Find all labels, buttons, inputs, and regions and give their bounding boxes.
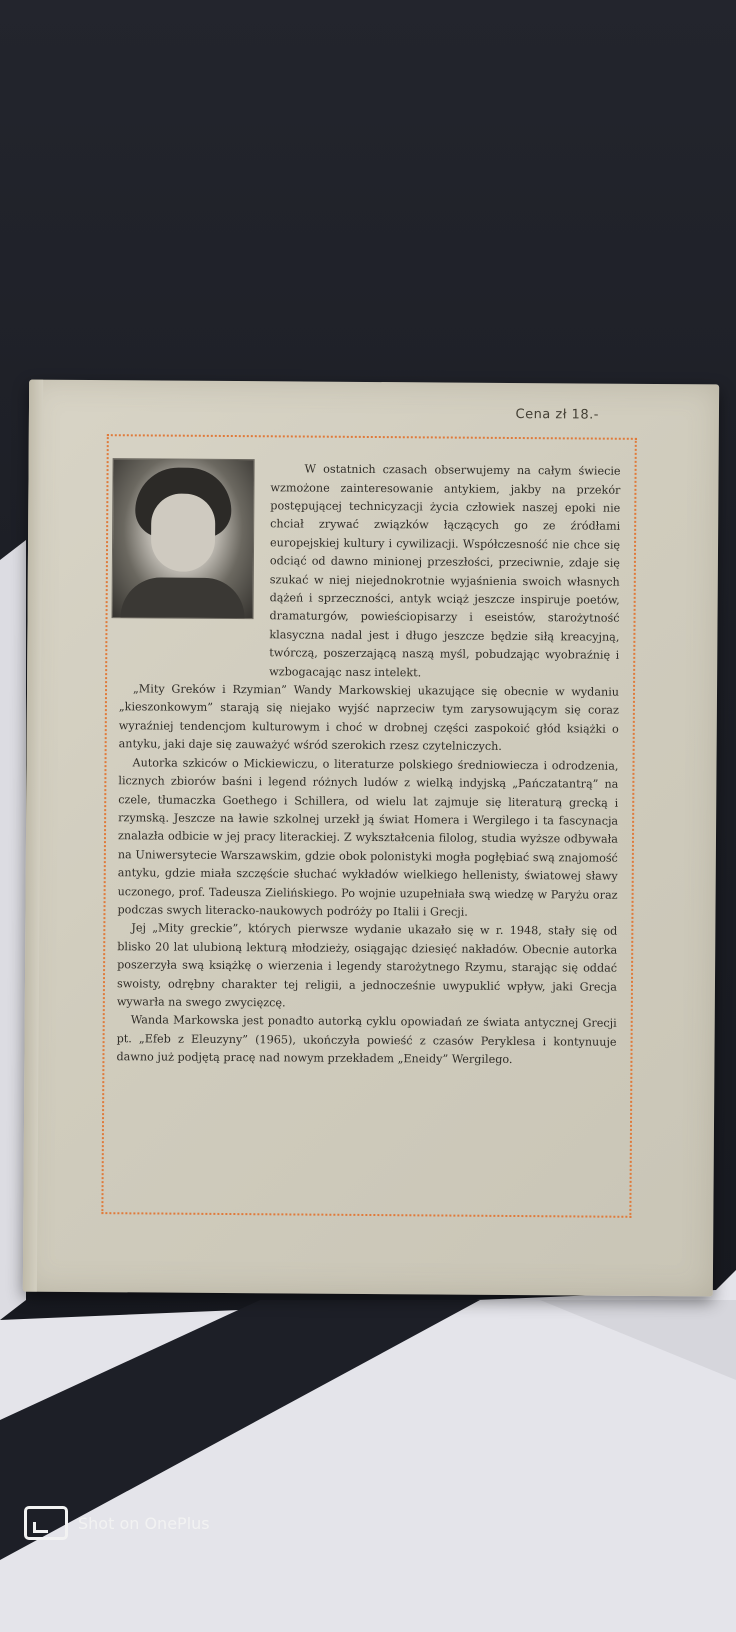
price-label: Cena zł 18.-: [515, 406, 600, 423]
camera-watermark: [24, 1506, 210, 1540]
blurb-text: [116, 448, 620, 1070]
oneplus-logo-icon: [24, 1506, 68, 1540]
blurb-paragraph-2: „Mity Greków i Rzymian” Wandy Markowskiej ukazujące się obecnie w wydaniu „kieszonkowym” starają się niejako wyjść naprzeciw tym zarysowującym się coraz wyraźniej tendencjom kulturowym i choć w drobnej części zaspokoić głód książki o antyku, jaki daje się zauważyć wśród szerokich rzesz czytelniczych.: [118, 682, 620, 754]
blurb-paragraph-3: Autorka szkiców o Mickiewiczu, o literaturze polskiego średniowiecza i odrodzenia, licznych zbiorów baśni i legend różnych ludów z wielką indyjską „Pańczatantrą” na czele, tłumaczka Goethego i Schillera, od wielu lat zajmuje się literaturą grecką i rzymską. Jeszcze na ławie szkolnej urzekł ją świat Homera i Wergilego i ta fascynacja znalazła odbicie w jej pracy literackiej. Z wykształcenia filolog, studia wyższe odbywała na Uniwersytecie Warszawskim, gdzie obok polonistyki mogła pogłębiać swą znajomość antyku, gdzie miała szczęście słuchać wykładów wielkiego hellenisty, światowej sławy uczonego, prof. Tadeusza Zielińskiego. Po wojnie uzupełniała swą wiedzę w Paryżu oraz podczas swych literacko-naukowych podróży po Italii i Grecji.: [117, 756, 619, 919]
blurb-paragraph-intro: W ostatnich czasach obserwujemy na całym świecie wzmożone zainteresowanie antykiem, jakby na przekór postępującej technicyzacji życia człowiek naszej epoki nie chciał zrywać związków łączących go ze źródłami europejskiej kultury i cywilizacji. Współczesność nie chce się odciąć od dawno minionej przeszłości, przeciwnie, zdaje się szukać w niej niejednokrotnie wyjaśnienia swoich własnych dążeń i sprzeczności, antyk wciąż jeszcze inspiruje poetów, dramaturgów, powieściopisarzy i eseistów, starożytność klasyczna nadal jest i długo jeszcze będzie siłą kreacyjną, twórczą, poszerzającą naszą myśl, pobudzając wyobraźnię i wzbogacając nasz intelekt.: [269, 462, 621, 680]
blurb-paragraph-4: Jej „Mity greckie”, których pierwsze wydanie ukazało się w r. 1948, stały się od blisko 20 lat ulubioną lekturą młodzieży, osiągając dziesięć nakładów. Obecnie autorka poszerzyła swą książkę o wierzenia i legendy starożytnego Rzymu, starając się oddać swoisty, odrębny charakter tej religii, a jednocześnie uwypuklić wpływ, jaki Grecja wywarła na swego zwycięzcę.: [116, 921, 618, 1010]
blurb-paragraph-5: Wanda Markowska jest ponadto autorką cyklu opowiadań ze świata antycznej Grecji pt. „Efeb z Eleuzyny” (1965), ukończyła powieść z czasów Peryklesa i kontynuuje dawno już podjętą pracę nad nowym przekładem „Eneidy” Wergilego.: [116, 1013, 617, 1067]
book-back-cover: [23, 380, 719, 1297]
watermark-text: Shot on OnePlus: [78, 1513, 210, 1533]
